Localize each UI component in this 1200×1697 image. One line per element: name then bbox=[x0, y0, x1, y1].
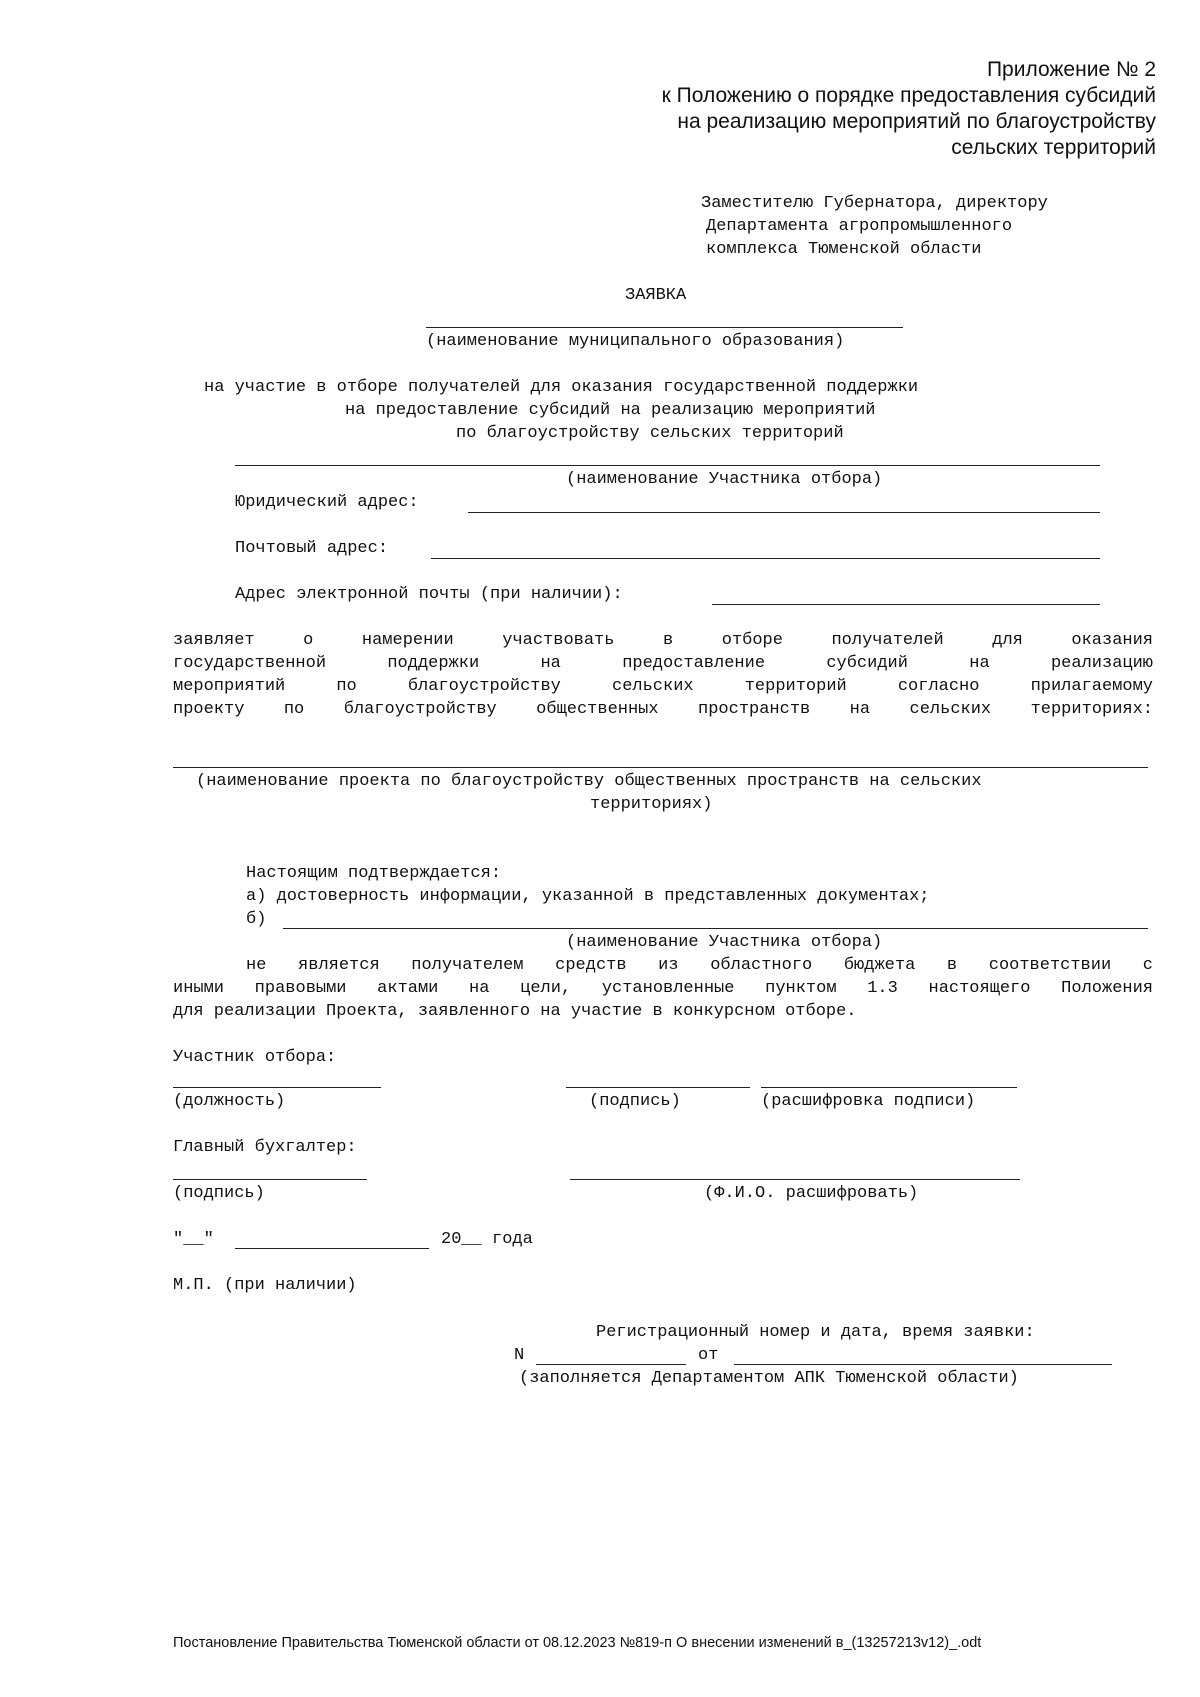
addressee-line: Заместителю Губернатора, директору bbox=[701, 194, 1048, 213]
registration-note: (заполняется Департаментом АПК Тюменской области) bbox=[519, 1369, 1019, 1388]
project-caption: территориях) bbox=[590, 795, 713, 814]
document-title: ЗАЯВКА bbox=[625, 286, 687, 305]
confirmation-intro: Настоящим подтверждается: bbox=[246, 864, 502, 883]
date-year-prefix: 20 bbox=[441, 1230, 462, 1249]
declaration-line: проекту по благоустройству общественных пространств на сельских территориях: bbox=[173, 700, 1153, 719]
confirmation-participant-blank-line bbox=[283, 928, 1148, 929]
registration-number-label: N bbox=[514, 1346, 525, 1365]
municipality-blank-line bbox=[426, 327, 903, 328]
participant-caption: (наименование Участника отбора) bbox=[566, 470, 883, 489]
registration-heading: Регистрационный номер и дата, время заявки: bbox=[596, 1323, 1035, 1342]
municipality-caption: (наименование муниципального образования) bbox=[426, 332, 845, 351]
declaration-line: государственной поддержки на предоставление субсидий на реализацию bbox=[173, 654, 1153, 673]
appendix-reference-line: на реализацию мероприятий по благоустройству bbox=[677, 110, 1156, 133]
project-blank-line bbox=[173, 767, 1148, 768]
signature-decoding-blank-line[interactable] bbox=[761, 1087, 1017, 1088]
signature-decoding-caption: (расшифровка подписи) bbox=[761, 1092, 976, 1111]
position-caption: (должность) bbox=[173, 1092, 286, 1111]
date-year-field[interactable]: __ bbox=[461, 1230, 482, 1249]
accountant-signature-caption: (подпись) bbox=[173, 1184, 265, 1203]
stamp-note: М.П. (при наличии) bbox=[173, 1276, 357, 1295]
position-blank-line[interactable] bbox=[173, 1087, 381, 1088]
declaration-line: мероприятий по благоустройству сельских территорий согласно прилагаемому bbox=[173, 677, 1153, 696]
legal-address-field[interactable] bbox=[468, 512, 1100, 513]
postal-address-field[interactable] bbox=[431, 558, 1100, 559]
appendix-number: Приложение № 2 bbox=[986, 58, 1156, 81]
registration-from-label: от bbox=[698, 1346, 719, 1365]
appendix-header bbox=[662, 57, 1156, 161]
declaration-line: заявляет о намерении участвовать в отборе получателей для оказания bbox=[173, 631, 1153, 650]
confirmation-line: иными правовыми актами на цели, установленные пунктом 1.3 настоящего Положения bbox=[173, 979, 1153, 998]
addressee-line: комплекса Тюменской области bbox=[706, 240, 982, 259]
confirmation-participant-caption: (наименование Участника отбора) bbox=[566, 933, 883, 952]
registration-number-field[interactable] bbox=[536, 1364, 686, 1365]
accountant-signature-blank-line[interactable] bbox=[173, 1179, 367, 1180]
appendix-reference-line: сельских территорий bbox=[951, 136, 1156, 159]
page-footer: Постановление Правительства Тюменской области от 08.12.2023 №819-п О внесении изменений в_(13257213v12)_.odt bbox=[173, 1635, 982, 1651]
purpose-line: на участие в отборе получателей для оказания государственной поддержки bbox=[204, 378, 919, 397]
date-day-field[interactable]: __ bbox=[183, 1230, 204, 1249]
postal-address-label: Почтовый адрес: bbox=[235, 539, 389, 558]
confirmation-item-a: а) достоверность информации, указанной в представленных документах; bbox=[246, 887, 930, 906]
addressee-line: Департамента агропромышленного bbox=[706, 217, 1013, 236]
date-year bbox=[441, 1228, 533, 1251]
email-label: Адрес электронной почты (при наличии): bbox=[235, 585, 623, 604]
email-field[interactable] bbox=[712, 604, 1100, 605]
chief-accountant-label: Главный бухгалтер: bbox=[173, 1138, 357, 1157]
participant-blank-line bbox=[235, 465, 1100, 466]
date-month-field[interactable] bbox=[235, 1248, 429, 1249]
confirmation-line: не является получателем средств из областного бюджета в соответствии с bbox=[246, 956, 1153, 975]
confirmation-line: для реализации Проекта, заявленного на участие в конкурсном отборе. bbox=[173, 1002, 857, 1021]
project-caption: (наименование проекта по благоустройству общественных пространств на сельских bbox=[196, 772, 982, 791]
signature-blank-line[interactable] bbox=[566, 1087, 750, 1088]
signature-caption: (подпись) bbox=[589, 1092, 681, 1111]
purpose-line: на предоставление субсидий на реализацию мероприятий bbox=[345, 401, 876, 420]
participant-signature-label: Участник отбора: bbox=[173, 1048, 337, 1067]
accountant-name-blank-line[interactable] bbox=[570, 1179, 1020, 1180]
date-quote-open: " bbox=[173, 1230, 184, 1249]
purpose-line: по благоустройству сельских территорий bbox=[456, 424, 844, 443]
appendix-reference-line: к Положению о порядке предоставления субсидий bbox=[661, 84, 1156, 107]
registration-date-field[interactable] bbox=[734, 1364, 1112, 1365]
date-quote-close: " bbox=[203, 1230, 214, 1249]
date-line bbox=[173, 1228, 214, 1251]
date-year-word: года bbox=[492, 1230, 533, 1249]
accountant-name-caption: (Ф.И.О. расшифровать) bbox=[704, 1184, 919, 1203]
confirmation-item-b: б) bbox=[246, 910, 267, 929]
legal-address-label: Юридический адрес: bbox=[235, 493, 419, 512]
